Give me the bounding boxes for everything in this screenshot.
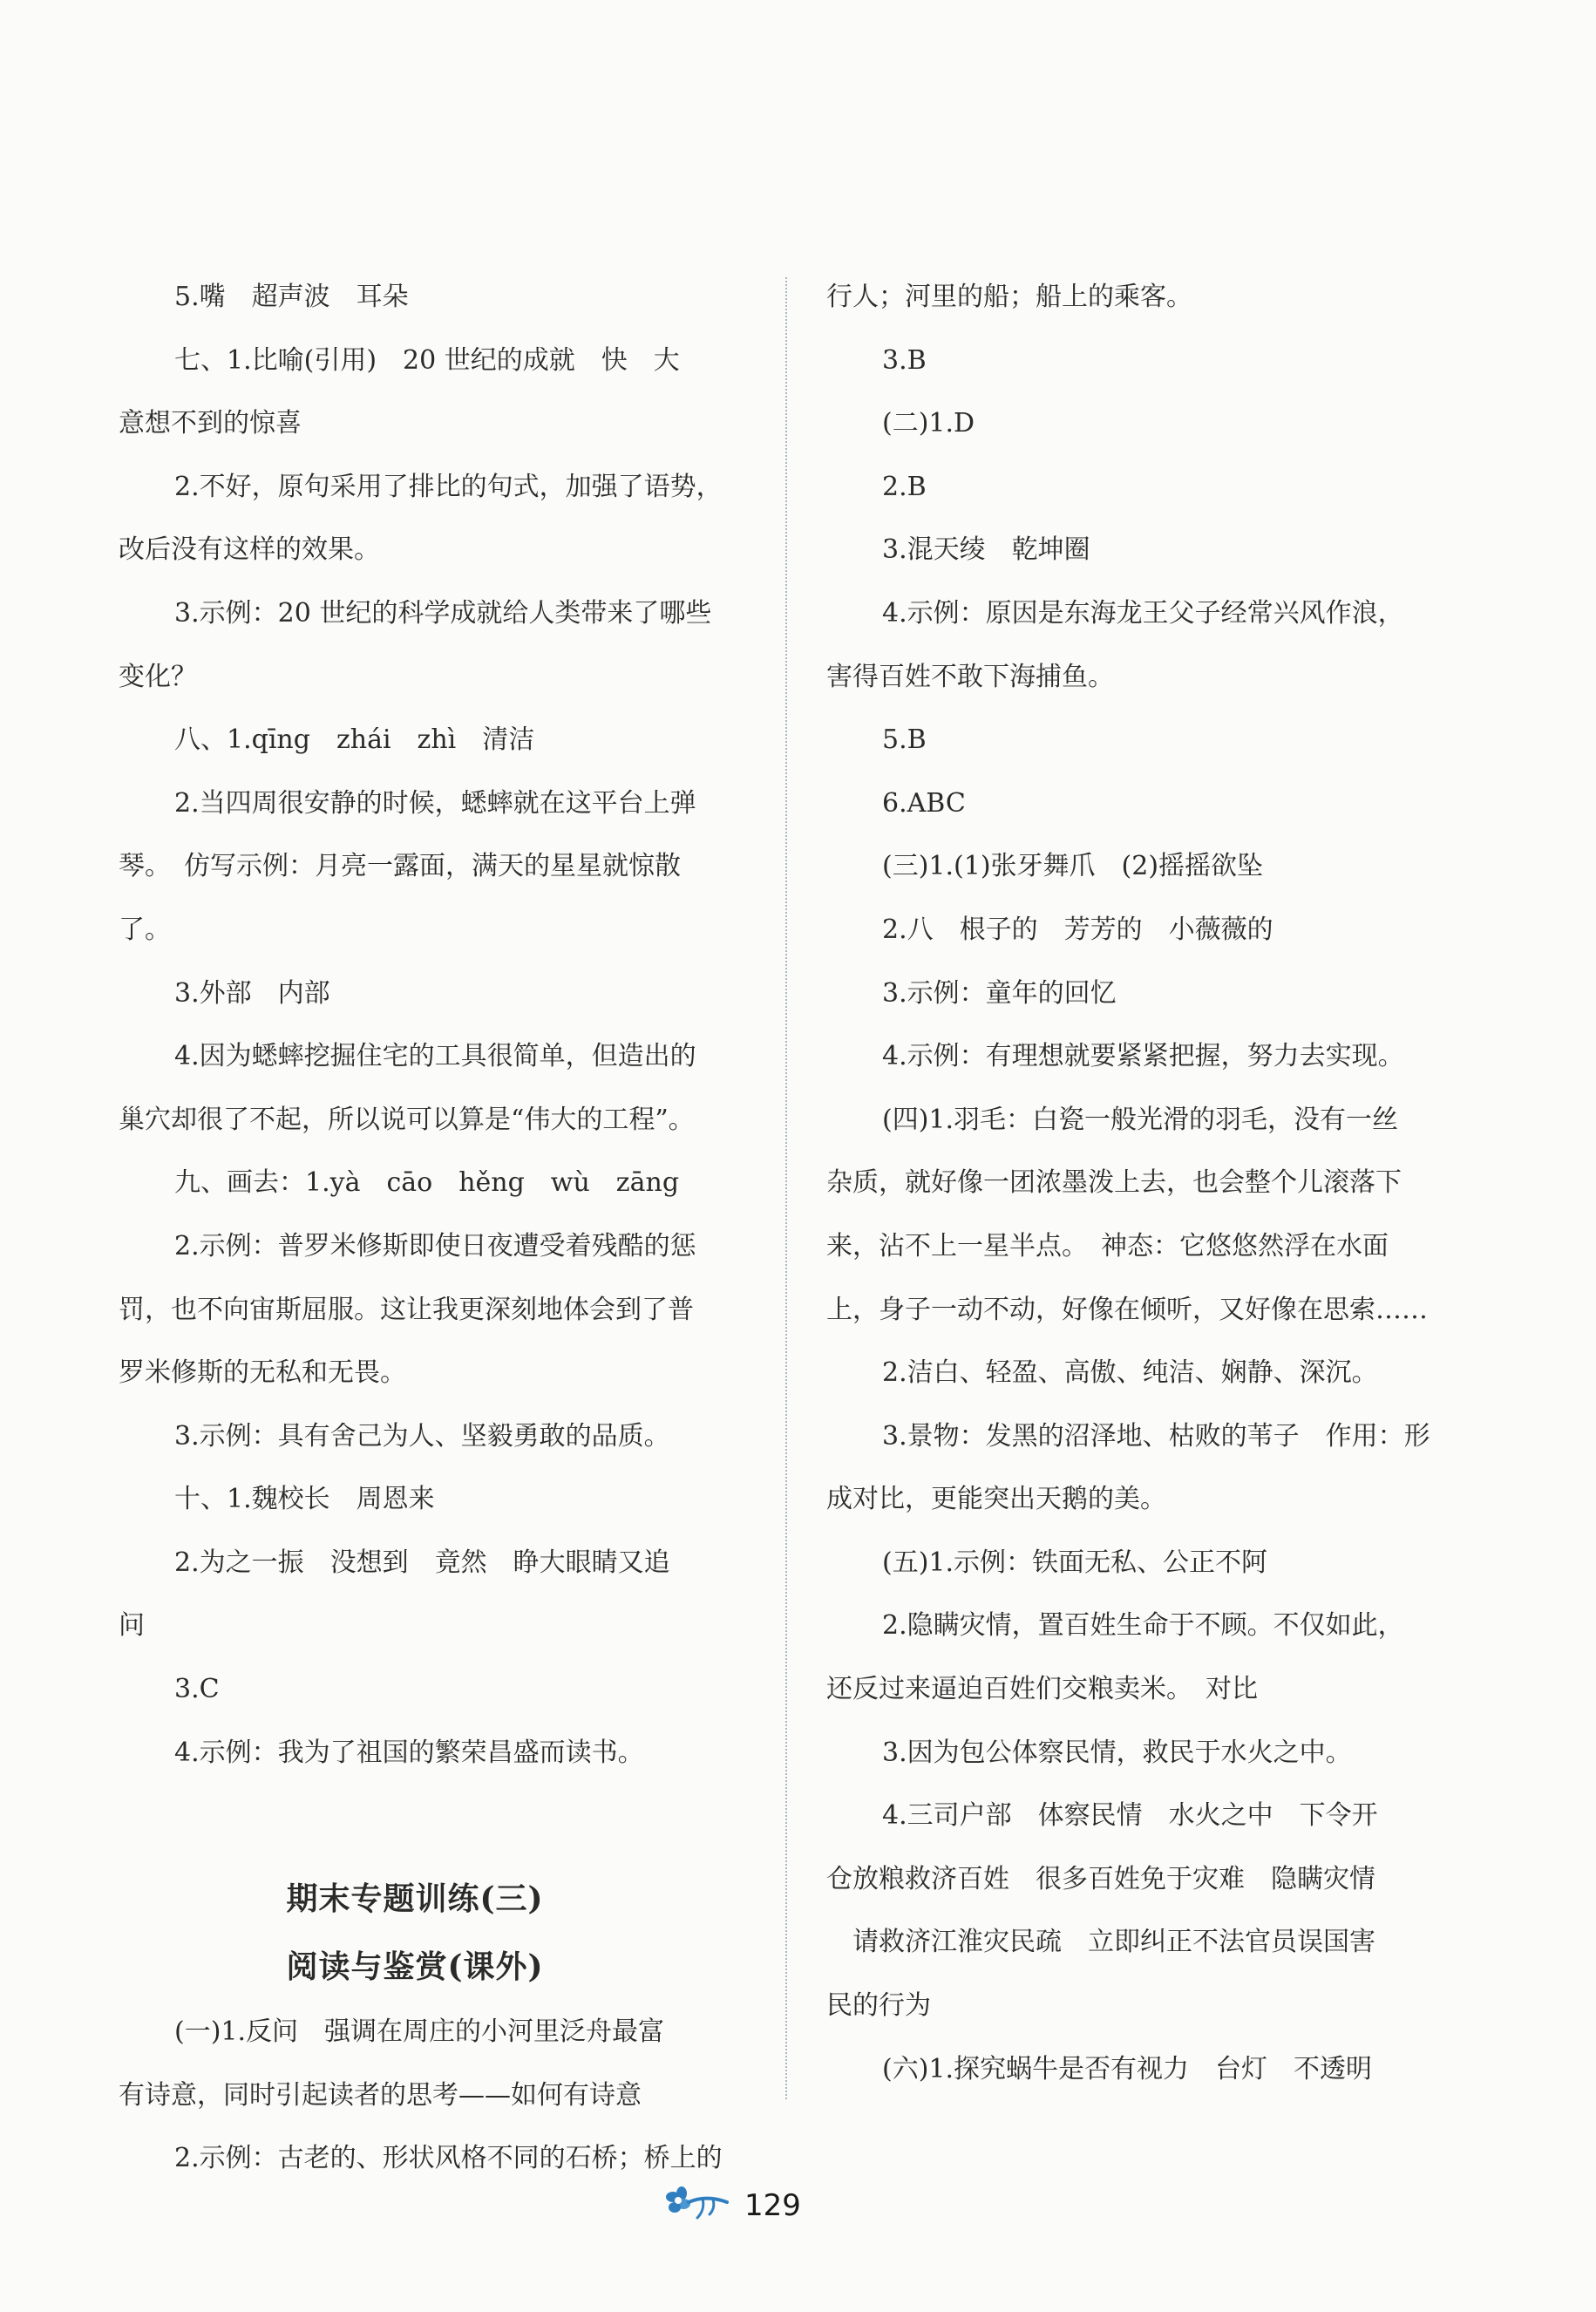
answer-line: 3.示例：童年的回忆 [882,977,1117,1009]
answer-line: 6.ABC [882,787,966,819]
answer-line: 问 [119,1610,145,1642]
answer-line: 罗米修斯的无私和无畏。 [119,1357,406,1389]
answer-line: 上，身子一动不动，好像在倾听，又好像在思索…… [826,1294,1428,1325]
answer-line: 2.隐瞒灾情，置百姓生命于不顾。不仅如此， [882,1610,1404,1642]
answer-line: 仓放粮救济百姓 很多百姓免于灾难 隐瞒灾情 [826,1863,1375,1894]
answer-line: 4.三司户部 体察民情 水火之中 下令开 [882,1800,1378,1832]
answer-line: 九、画去：1.yà cāo hěng wù zāng [174,1167,680,1199]
answer-line: 2.B [882,471,927,502]
answer-line: 4.示例：原因是东海龙王父子经常兴风作浪， [882,597,1404,629]
left-column [119,266,746,2191]
answer-line: 成对比，更能突出天鹅的美。 [826,1484,1166,1515]
answer-line: 4.因为蟋蟀挖掘住宅的工具很简单，但造出的 [174,1041,696,1072]
answer-line: (六)1.探究蜗牛是否有视力 台灯 不透明 [882,2053,1373,2084]
answer-line: 罚，也不向宙斯屈服。这让我更深刻地体会到了普 [119,1294,694,1325]
answer-line: 来，沾不上一星半点。 神态：它悠悠然浮在水面 [826,1230,1389,1261]
answer-line: (三)1.(1)张牙舞爪 (2)摇摇欲坠 [882,851,1264,882]
answer-line: 改后没有这样的效果。 [119,534,380,566]
page-number: 129 [744,2188,801,2223]
section-title: 期末专题训练(三) [286,1880,544,1918]
answer-line: 民的行为 [826,1990,931,2022]
column-divider [785,277,787,2099]
answer-line: (一)1.反问 强调在周庄的小河里泛舟最富 [174,2016,665,2048]
answer-line: 意想不到的惊喜 [119,408,302,439]
answer-line: 2.当四周很安静的时候，蟋蟀就在这平台上弹 [174,787,696,819]
answer-line: 2.不好，原句采用了排比的句式，加强了语势， [174,471,723,502]
answer-line: 七、1.比喻(引用) 20 世纪的成就 快 大 [174,344,680,376]
answer-line: (二)1.D [882,408,975,439]
answer-line: 3.示例：具有舍己为人、坚毅勇敢的品质。 [174,1420,670,1452]
answer-line: 八、1.qīng zhái zhì 清洁 [174,724,535,756]
answer-line: 了。 [119,914,171,945]
answer-line: 有诗意，同时引起读者的思考——如何有诗意 [119,2079,642,2111]
answer-line: 3.景物：发黑的沼泽地、枯败的苇子 作用：形 [882,1420,1430,1452]
page-footer [662,2175,801,2236]
answer-line: (四)1.羽毛：白瓷一般光滑的羽毛，没有一丝 [882,1104,1399,1135]
answer-line: 4.示例：有理想就要紧紧把握，努力去实现。 [882,1041,1404,1072]
answer-line: 琴。 仿写示例：月亮一露面，满天的星星就惊散 [119,851,681,882]
flower-icon [662,2185,732,2227]
answer-line: 3.C [174,1674,220,1705]
answer-line: 3.B [882,344,927,376]
answer-line: 5.嘴 超声波 耳朵 [174,282,409,312]
answer-line: 2.洁白、轻盈、高傲、纯洁、娴静、深沉。 [882,1357,1378,1389]
answer-line: 巢穴却很了不起，所以说可以算是“伟大的工程”。 [119,1104,695,1135]
answer-line: 变化？ [119,661,197,692]
answer-line: 杂质，就好像一团浓墨泼上去，也会整个儿滚落下 [826,1167,1402,1199]
answer-line: 2.八 根子的 芳芳的 小薇薇的 [882,914,1273,945]
answer-line: 还反过来逼迫百姓们交粮卖米。 对比 [826,1674,1258,1705]
answer-line: 3.示例：20 世纪的科学成就给人类带来了哪些 [174,597,712,629]
answer-line: 5.B [882,724,927,756]
answer-line: 2.为之一振 没想到 竟然 睁大眼睛又追 [174,1547,670,1578]
answer-line: 行人；河里的船；船上的乘客。 [826,282,1192,312]
answer-line: 2.示例：普罗米修斯即使日夜遭受着残酷的惩 [174,1230,696,1261]
answer-line: 十、1.魏校长 周恩来 [174,1484,435,1515]
answer-line: (五)1.示例：铁面无私、公正不阿 [882,1547,1268,1578]
answer-line: 3.因为包公体察民情，救民于水火之中。 [882,1737,1352,1768]
answer-line: 3.外部 内部 [174,977,330,1009]
answer-line: 请救济江淮灾民疏 立即纠正不法官员误国害 [826,1927,1375,1958]
answer-line: 4.示例：我为了祖国的繁荣昌盛而读书。 [174,1737,644,1768]
answer-line: 3.混天绫 乾坤圈 [882,534,1090,566]
section-subtitle: 阅读与鉴赏(课外) [286,1948,544,1986]
right-column [826,266,1454,2101]
answer-line: 2.示例：古老的、形状风格不同的石桥；桥上的 [174,2143,723,2174]
answer-line: 害得百姓不敢下海捕鱼。 [826,661,1114,692]
